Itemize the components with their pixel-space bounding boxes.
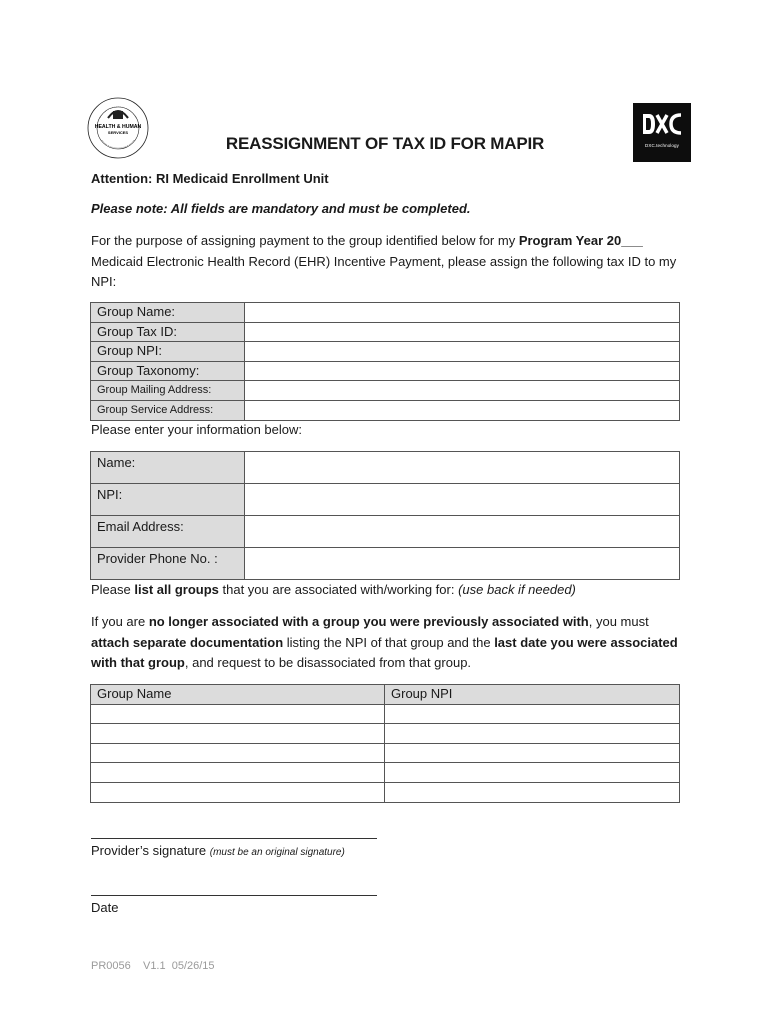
group-npi-label: Group NPI: bbox=[91, 342, 245, 362]
table-header-row bbox=[91, 685, 680, 705]
seal-line-1: HEALTH & HUMAN bbox=[94, 124, 142, 130]
table-row bbox=[91, 743, 680, 763]
list-text-2: that you are associated with/working for: bbox=[218, 582, 459, 597]
group-name-cell[interactable] bbox=[91, 724, 385, 744]
provider-npi-label: NPI: bbox=[91, 484, 245, 516]
group-mailing-address-label: Group Mailing Address: bbox=[91, 381, 245, 401]
group-npi-cell[interactable] bbox=[385, 743, 680, 763]
list-text-italic: (use back if needed) bbox=[458, 582, 576, 597]
nl-bold-2: attach separate documentation bbox=[91, 634, 284, 650]
table-row bbox=[91, 724, 680, 744]
group-name-cell[interactable] bbox=[91, 782, 385, 802]
no-longer-associated-paragraph bbox=[91, 612, 681, 674]
provider-name-field[interactable] bbox=[245, 452, 680, 484]
group-name-label: Group Name: bbox=[91, 303, 245, 323]
provider-phone-label: Provider Phone No. : bbox=[91, 548, 245, 580]
nl-text-4: , and request to be disassociated from that group. bbox=[184, 655, 472, 670]
group-npi-cell[interactable] bbox=[385, 724, 680, 744]
purpose-paragraph bbox=[91, 231, 681, 293]
form-version-footer: PR0056 V1.1 05/26/15 bbox=[91, 960, 215, 972]
seal-line-2: SERVICES bbox=[107, 130, 129, 135]
signature-label-text: Provider’s signature bbox=[91, 843, 210, 858]
provider-email-label: Email Address: bbox=[91, 516, 245, 548]
table-row bbox=[91, 704, 680, 724]
group-name-cell[interactable] bbox=[91, 743, 385, 763]
table-row bbox=[91, 322, 680, 342]
group-name-column-header: Group Name bbox=[91, 685, 385, 705]
table-row bbox=[91, 782, 680, 802]
provider-npi-field[interactable] bbox=[245, 484, 680, 516]
group-tax-id-label: Group Tax ID: bbox=[91, 322, 245, 342]
purpose-text-1: For the purpose of assigning payment to the group identified below for my bbox=[91, 233, 519, 248]
provider-info-table bbox=[90, 451, 680, 580]
provider-name-label: Name: bbox=[91, 452, 245, 484]
date-line[interactable] bbox=[91, 895, 377, 896]
group-info-table bbox=[90, 302, 680, 421]
attention-line: Attention: RI Medicaid Enrollment Unit bbox=[91, 171, 329, 186]
group-name-field[interactable] bbox=[245, 303, 680, 323]
date-label: Date bbox=[91, 900, 119, 915]
group-npi-cell[interactable] bbox=[385, 704, 680, 724]
group-taxonomy-field[interactable] bbox=[245, 361, 680, 381]
dxc-tagline: DXC.technology bbox=[645, 143, 679, 148]
nl-text-3: listing the NPI of that group and the bbox=[283, 634, 495, 650]
table-row bbox=[91, 381, 680, 401]
nl-text-1: If you are bbox=[91, 614, 149, 629]
group-npi-cell[interactable] bbox=[385, 782, 680, 802]
signature-label bbox=[91, 843, 345, 858]
nl-text-2: , you must bbox=[588, 614, 649, 629]
group-mailing-address-field[interactable] bbox=[245, 381, 680, 401]
provider-phone-field[interactable] bbox=[245, 548, 680, 580]
group-taxonomy-label: Group Taxonomy: bbox=[91, 361, 245, 381]
list-text-bold: list all groups bbox=[134, 582, 219, 597]
group-tax-id-field[interactable] bbox=[245, 322, 680, 342]
group-service-address-label: Group Service Address: bbox=[91, 400, 245, 420]
group-name-cell[interactable] bbox=[91, 704, 385, 724]
group-npi-field[interactable] bbox=[245, 342, 680, 362]
group-name-cell[interactable] bbox=[91, 763, 385, 783]
enter-info-heading: Please enter your information below: bbox=[91, 422, 303, 437]
list-text-1: Please bbox=[91, 582, 135, 597]
table-row bbox=[91, 484, 680, 516]
provider-email-field[interactable] bbox=[245, 516, 680, 548]
nl-bold-3: last date you were associated with that group bbox=[91, 634, 678, 670]
table-row bbox=[91, 361, 680, 381]
nl-bold-1: no longer associated with a group you were previously associated with bbox=[148, 614, 589, 629]
table-row bbox=[91, 303, 680, 323]
group-npi-cell[interactable] bbox=[385, 763, 680, 783]
table-row bbox=[91, 548, 680, 580]
table-row bbox=[91, 342, 680, 362]
page-title: REASSIGNMENT OF TAX ID FOR MAPIR bbox=[225, 134, 545, 153]
table-row bbox=[91, 516, 680, 548]
group-service-address-field[interactable] bbox=[245, 400, 680, 420]
signature-note: (must be an original signature) bbox=[209, 847, 345, 858]
group-npi-column-header: Group NPI bbox=[385, 685, 680, 705]
list-groups-instruction bbox=[91, 582, 576, 597]
groups-list-table bbox=[90, 684, 680, 803]
mandatory-note: Please note: All fields are mandatory and must be completed. bbox=[91, 201, 471, 216]
table-row bbox=[91, 400, 680, 420]
program-year-field[interactable]: Program Year 20___ bbox=[518, 233, 643, 248]
table-row bbox=[91, 452, 680, 484]
purpose-text-2: Medicaid Electronic Health Record (EHR) Incentive Payment, please assign the following tax ID to my NPI: bbox=[91, 253, 677, 289]
signature-line[interactable] bbox=[91, 838, 377, 839]
table-row bbox=[91, 763, 680, 783]
